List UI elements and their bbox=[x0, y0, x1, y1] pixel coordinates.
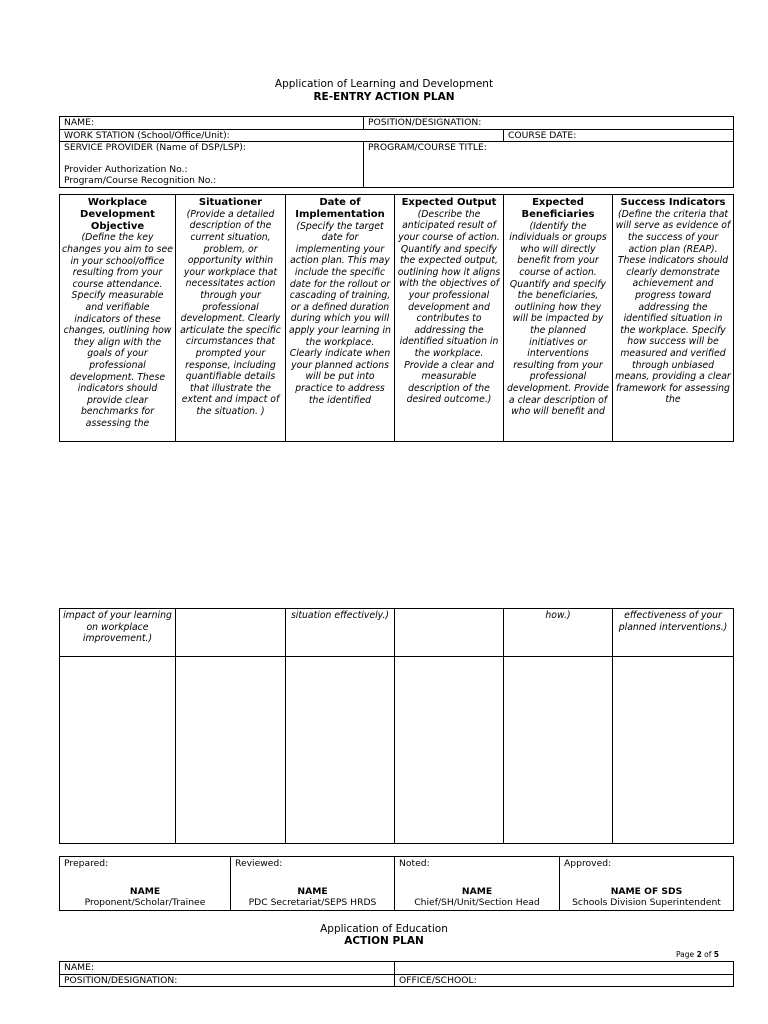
signature-role: Proponent/Scholar/Trainee bbox=[84, 897, 206, 908]
column-description: (Identify the individuals or groups who will directly benefit from your course of action. Quantify and specify the beneficiaries, outlining how they will be impacted by the planned initiatives or interventions resulting from your professional development. Provide a clear description of who will benefit and bbox=[506, 220, 610, 418]
page-prefix: Page bbox=[676, 950, 695, 959]
document-subtitle: Application of Learning and Development bbox=[274, 78, 494, 90]
workstation-field[interactable]: WORK STATION (School/Office/Unit): bbox=[60, 129, 504, 142]
column-date bbox=[286, 195, 395, 442]
service-provider-label: SERVICE PROVIDER (Name of DSP/LSP): bbox=[64, 142, 246, 153]
signature-label: Reviewed: bbox=[235, 858, 283, 869]
info-table bbox=[59, 116, 734, 188]
provider-authorization-label: Provider Authorization No.: bbox=[64, 163, 188, 175]
next-empty-field[interactable] bbox=[395, 962, 734, 975]
column-success bbox=[613, 195, 734, 442]
document-title: RE-ENTRY ACTION PLAN bbox=[313, 91, 455, 103]
service-provider-cell[interactable] bbox=[60, 142, 364, 188]
signature-role: Chief/SH/Unit/Section Head bbox=[414, 897, 540, 908]
signature-label: Approved: bbox=[564, 858, 612, 869]
next-office-field[interactable]: OFFICE/SCHOOL: bbox=[395, 974, 734, 987]
signature-reviewed[interactable] bbox=[231, 857, 395, 911]
column-description: (Define the criteria that will serve as evidence of the success of your action plan (REAP). These indicators should clearly demonstrate achievement and progress toward addressing the identified situation in the workplace. Specify how success will be measured and verified through unbiased means, providing a clear framework for assessing the bbox=[615, 208, 731, 406]
column-situationer bbox=[176, 195, 286, 442]
page-number bbox=[676, 950, 719, 959]
column-heading: Success Indicators bbox=[620, 197, 726, 208]
continued-output bbox=[395, 609, 504, 657]
signature-prepared[interactable] bbox=[60, 857, 231, 911]
continuation-table bbox=[59, 608, 734, 844]
entry-output[interactable] bbox=[395, 657, 504, 844]
signature-name: NAME bbox=[461, 885, 493, 897]
program-recognition-label: Program/Course Recognition No.: bbox=[64, 175, 217, 186]
position-field[interactable]: POSITION/DESIGNATION: bbox=[364, 117, 734, 130]
column-objective bbox=[60, 195, 176, 442]
column-heading: Expected Beneficiaries bbox=[521, 197, 595, 220]
next-form-info-table bbox=[59, 961, 734, 987]
signature-role: PDC Secretariat/SEPS HRDS bbox=[248, 897, 377, 908]
column-heading: Situationer bbox=[198, 197, 263, 208]
signature-label: Noted: bbox=[399, 858, 430, 869]
objectives-table bbox=[59, 194, 734, 442]
course-date-field[interactable]: COURSE DATE: bbox=[504, 129, 734, 142]
next-form-title: ACTION PLAN bbox=[344, 935, 424, 947]
column-output bbox=[395, 195, 504, 442]
column-heading: Date of Implementation bbox=[295, 197, 385, 220]
signature-label: Prepared: bbox=[64, 858, 109, 869]
page-current: 2 bbox=[696, 950, 702, 959]
page-of: of bbox=[704, 950, 712, 959]
signature-noted[interactable] bbox=[395, 857, 560, 911]
entry-success[interactable] bbox=[613, 657, 734, 844]
signature-name: NAME OF SDS bbox=[610, 885, 683, 897]
signature-name: NAME bbox=[129, 885, 161, 897]
column-beneficiaries bbox=[504, 195, 613, 442]
continued-situationer bbox=[176, 609, 286, 657]
continued-beneficiaries: how.) bbox=[504, 609, 613, 657]
column-description: (Specify the target date for implementing your action plan. This may include the specific date for the rollout or cascading of training, or a defined duration during which you will apply your learning in the workplace. Clearly indicate when your planned actions will be put into practice to address the identified bbox=[289, 220, 391, 406]
page-total: 5 bbox=[713, 950, 720, 959]
entry-objective[interactable] bbox=[60, 657, 176, 844]
column-description: (Define the key changes you aim to see in your school/office resulting from your course attendance. Specify measurable and verifiable indicators of these changes, outlining how they align with the goals of your professional development. These indicators should provide clear benchmarks for assessing the bbox=[62, 232, 173, 429]
entry-beneficiaries[interactable] bbox=[504, 657, 613, 844]
column-description: (Describe the anticipated result of your course of action. Quantify and specify the expected output, outlining how it aligns with the objectives of your professional development and contributes to addressing the identified situation in the workplace. Provide a clear and measurable description of the desired outcome.) bbox=[397, 208, 501, 406]
signature-table bbox=[59, 856, 734, 911]
entry-situationer[interactable] bbox=[176, 657, 286, 844]
signature-name: NAME bbox=[297, 885, 328, 897]
continued-objective: impact of your learning on workplace improvement.) bbox=[60, 609, 176, 657]
continued-date: situation effectively.) bbox=[286, 609, 395, 657]
column-heading: Workplace Development Objective bbox=[80, 197, 155, 232]
signature-role: Schools Division Superintendent bbox=[572, 897, 721, 908]
program-title-field[interactable]: PROGRAM/COURSE TITLE: bbox=[364, 142, 734, 188]
next-name-field[interactable]: NAME: bbox=[60, 962, 395, 975]
column-description: (Provide a detailed description of the current situation, problem, or opportunity within your workplace that necessitates action through your professional development. Clearly articulate the specific circumstances that prompted your response, including quantifiable details that illustrate the extent and impact of the situation. ) bbox=[180, 208, 281, 417]
continued-success: effectiveness of your planned interventions.) bbox=[613, 609, 734, 657]
entry-date[interactable] bbox=[286, 657, 395, 844]
name-field[interactable]: NAME: bbox=[60, 117, 364, 130]
column-heading: Expected Output bbox=[401, 197, 497, 208]
next-position-field[interactable]: POSITION/DESIGNATION: bbox=[60, 974, 395, 987]
signature-approved[interactable] bbox=[560, 857, 734, 911]
next-form-subtitle: Application of Education bbox=[320, 923, 448, 935]
